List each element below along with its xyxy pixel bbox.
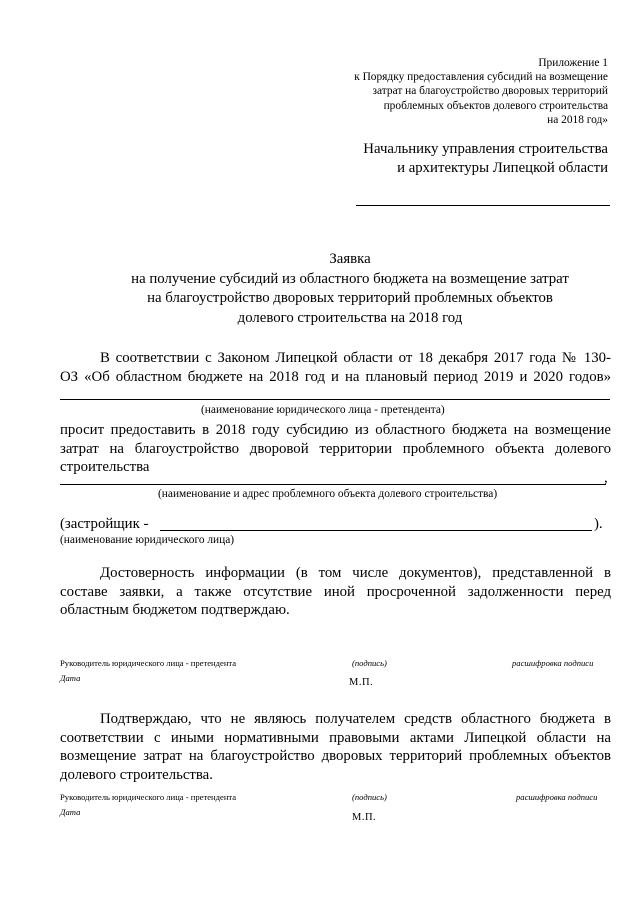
developer-hint: (наименование юридического лица) <box>60 534 235 546</box>
request-paragraph <box>60 421 611 477</box>
addressee-block <box>308 140 608 178</box>
request-line: строительства <box>60 459 150 475</box>
title-heading: Заявка <box>329 251 371 267</box>
appendix-line: к Порядку предоставления субсидий на возмещение <box>354 71 608 84</box>
request-line: затрат на благоустройство дворовой территории проблемного объекта долевого <box>60 440 611 457</box>
date-label: Дата <box>60 673 81 683</box>
confirm2-line: соответствии с иными нормативными правовыми актами Липецкой области на <box>60 729 611 746</box>
signature-head-label: Руководитель юридического лица - претендента <box>60 658 237 668</box>
confirm-line: Достоверность информации (в том числе документов), представленной в <box>100 565 611 581</box>
confirm2-line: возмещение затрат на благоустройство дворовых территорий проблемных объектов <box>60 748 611 764</box>
confirm2-paragraph <box>60 710 611 784</box>
signature-label: (подпись) <box>352 658 387 668</box>
signature-decode-label: расшифровка подписи <box>512 658 594 668</box>
developer-prefix: (застройщик - <box>60 516 149 532</box>
signature-head-label: Руководитель юридического лица - претендента <box>60 792 237 802</box>
confirm-line: областным бюджетом подтверждаю. <box>60 602 290 618</box>
developer-suffix: ). <box>594 516 603 532</box>
object-comma: , <box>604 470 608 486</box>
applicant-name-blank[interactable] <box>60 399 610 400</box>
appendix-line: затрат на благоустройство дворовых территорий <box>372 85 608 98</box>
addressee-line: Начальнику управления строительства <box>363 141 608 157</box>
object-hint: (наименование и адрес проблемного объекта долевого строительства) <box>158 488 498 500</box>
law-line: ОЗ «Об областном бюджете на 2018 год и на плановый период 2019 и 2020 годов» <box>60 368 611 385</box>
stamp-label: М.П. <box>349 677 374 688</box>
document-title <box>60 250 640 328</box>
appendix-line: на 2018 год» <box>547 113 608 126</box>
appendix-line: Приложение 1 <box>538 57 608 69</box>
applicant-hint: (наименование юридического лица - претендента) <box>201 404 445 416</box>
request-line: просит предоставить в 2018 году субсидию из областного бюджета на возмещение <box>60 422 611 438</box>
title-line: на благоустройство дворовых территорий проблемных объектов <box>147 290 553 306</box>
date-label: Дата <box>60 807 81 817</box>
confirm2-line: долевого строительства. <box>60 766 213 783</box>
confirm-paragraph <box>60 564 611 620</box>
appendix-line: проблемных объектов долевого строительства <box>383 99 608 112</box>
appendix-header <box>308 56 608 127</box>
law-paragraph <box>60 349 611 386</box>
addressee-name-blank[interactable] <box>356 205 610 206</box>
law-line: В соответствии с Законом Липецкой области от 18 декабря 2017 года № 130- <box>100 350 611 366</box>
stamp-label: М.П. <box>352 812 377 823</box>
signature-label: (подпись) <box>352 792 387 802</box>
addressee-line: и архитектуры Липецкой области <box>397 160 608 176</box>
developer-name-blank[interactable] <box>160 530 592 531</box>
confirm-line: составе заявки, а также отсутствие иной просроченной задолженности перед <box>60 583 611 600</box>
signature-decode-label: расшифровка подписи <box>516 792 598 802</box>
title-line: на получение субсидий из областного бюджета на возмещение затрат <box>131 270 569 287</box>
confirm2-line: Подтверждаю, что не являюсь получателем средств областного бюджета в <box>100 711 611 727</box>
object-address-blank[interactable] <box>60 484 606 485</box>
title-line: долевого строительства на 2018 год <box>237 309 463 326</box>
